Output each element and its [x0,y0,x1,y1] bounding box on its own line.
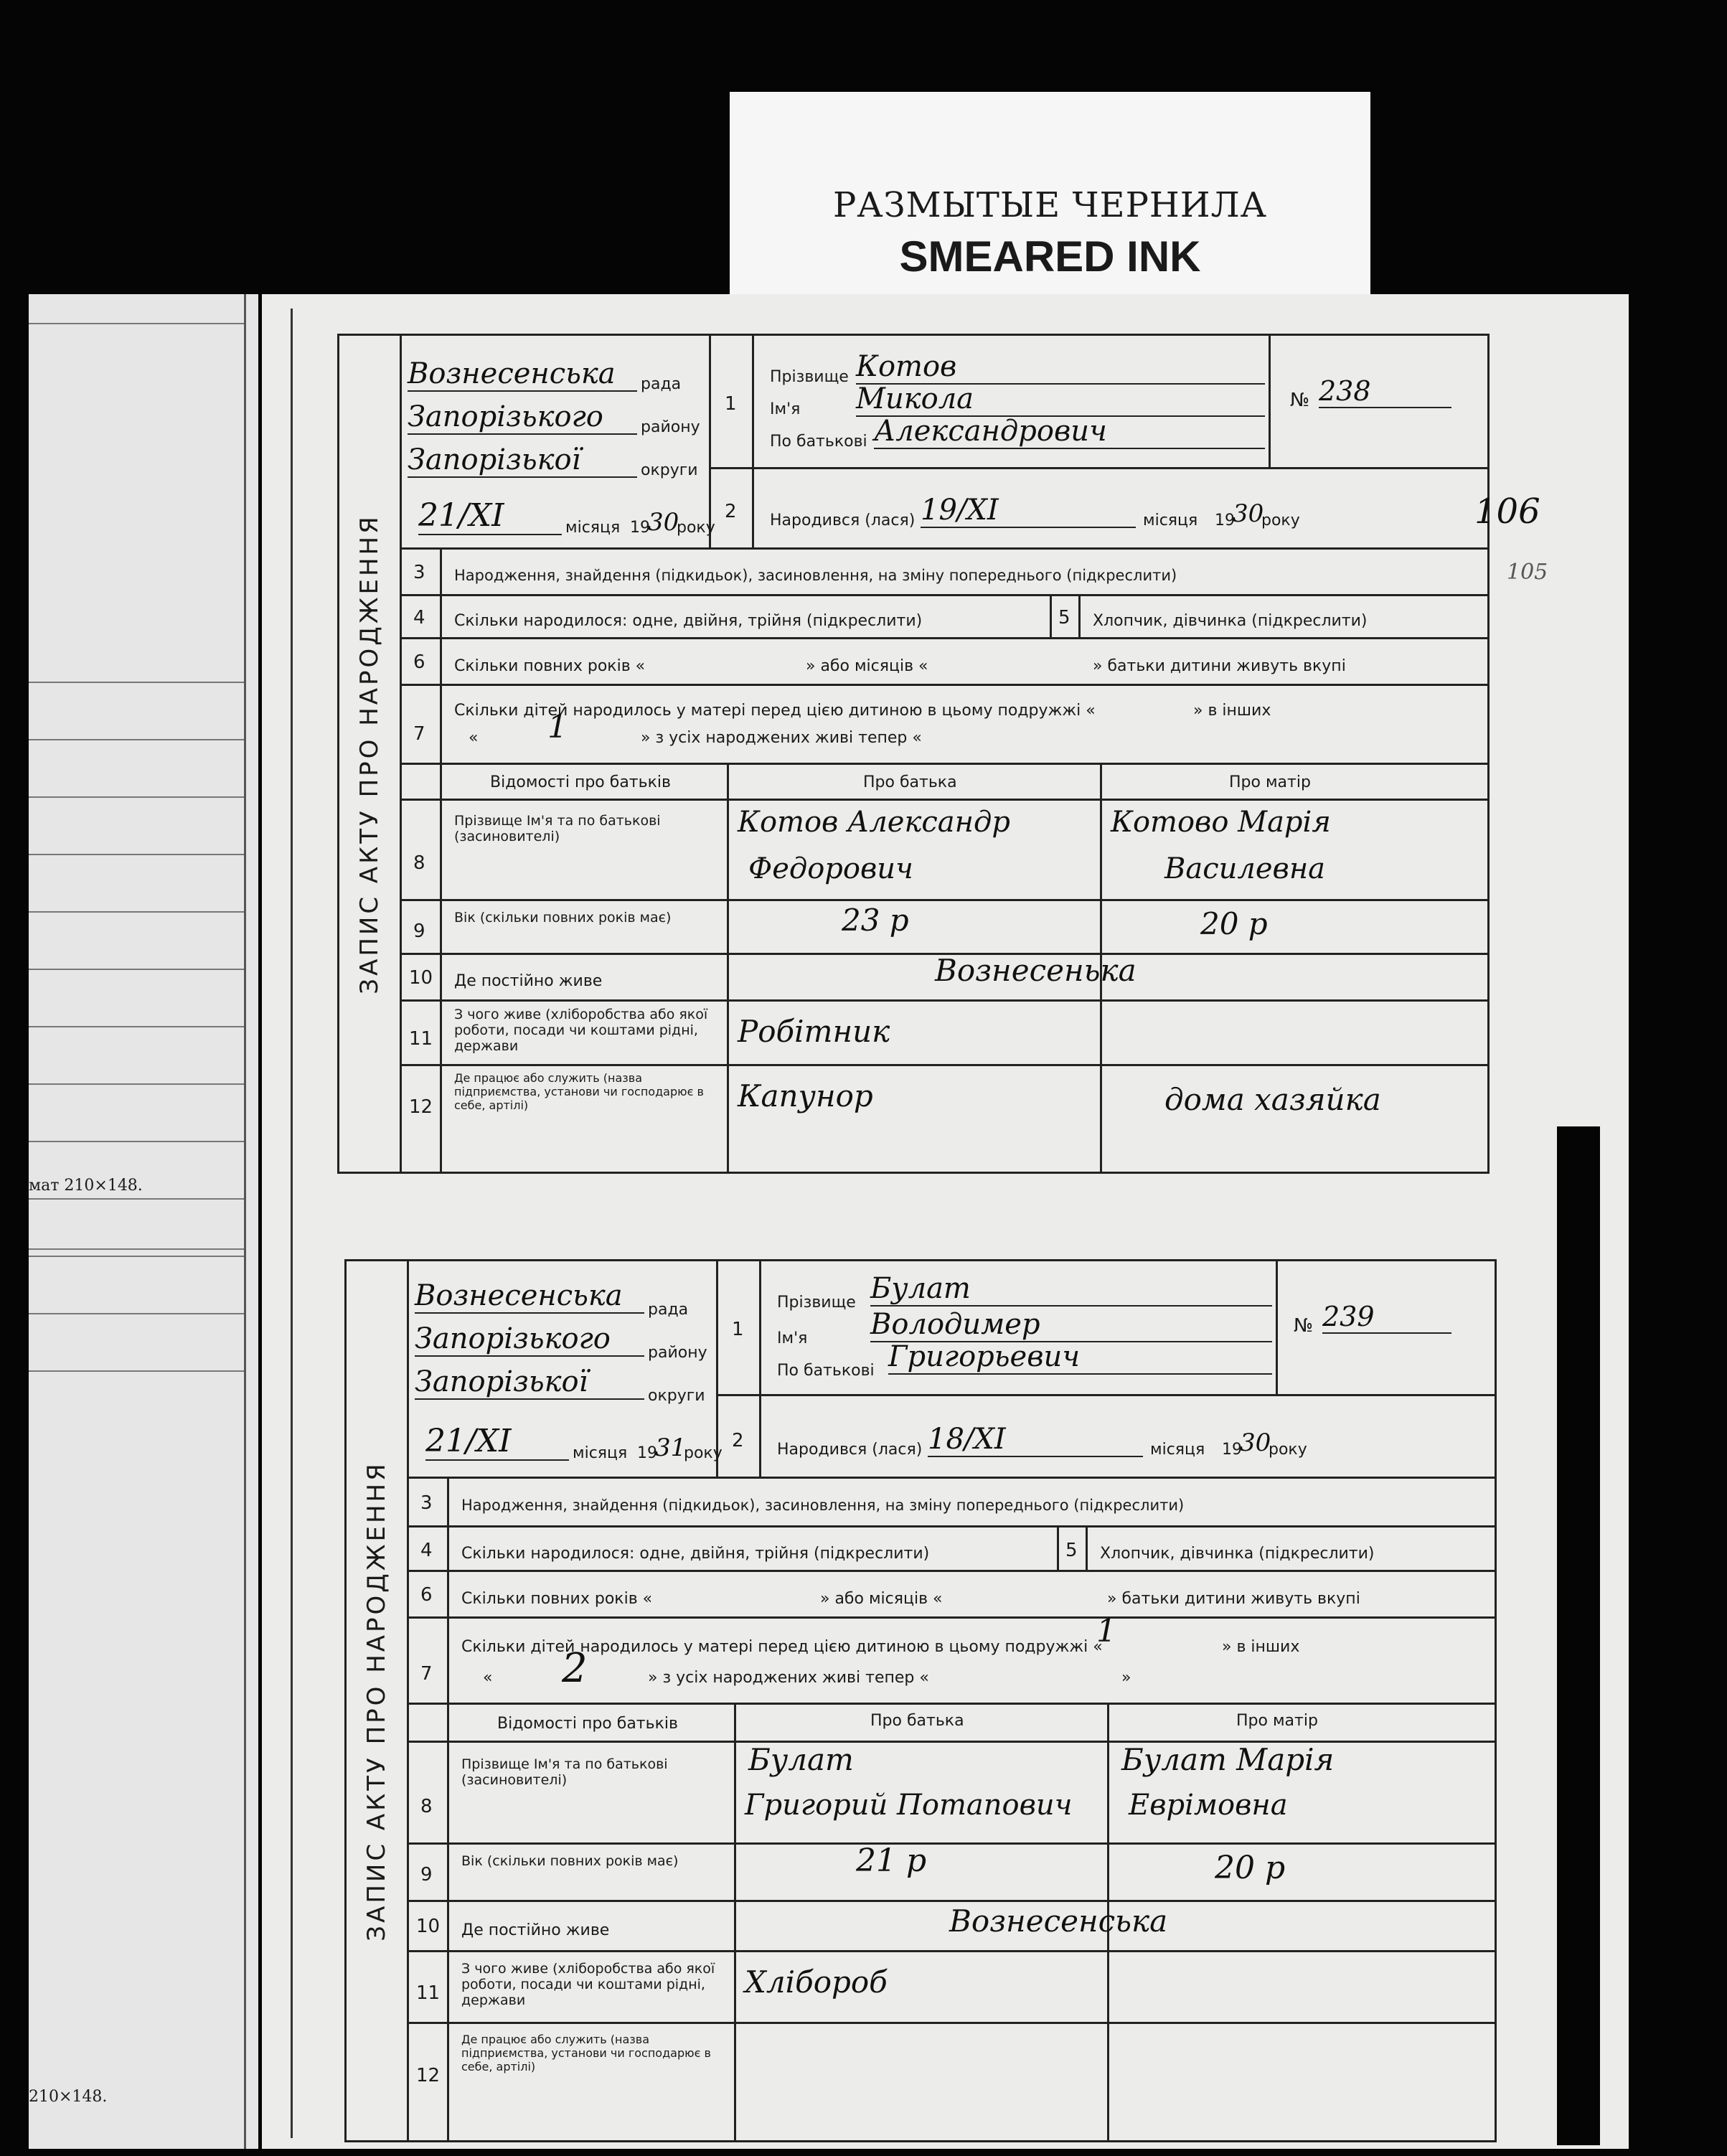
residence: Вознесенька [935,953,1137,988]
r7-label: » в інших [1222,1638,1300,1656]
r6-label: » або місяців « [820,1590,943,1608]
birth-year: 30 [1240,1428,1271,1457]
name-label: Ім'я [770,400,801,418]
row-number: 2 [725,501,737,522]
row-number: 3 [413,562,425,583]
number-label: № [1294,1315,1314,1337]
mother-name-1: Булат Марія [1121,1742,1335,1777]
name-label: Ім'я [777,1329,808,1347]
r4-label: Скільки народилося: одне, двійня, трійня (підкреслити) [461,1545,930,1563]
divider [29,739,244,740]
month-label: місяця [1143,512,1198,529]
parents-header: Відомості про батьків [497,1715,678,1733]
mother-header: Про матір [1229,773,1311,791]
child-name: Володимер [870,1308,1272,1342]
surname-label: Прізвище [777,1294,856,1312]
month-label: місяця [565,519,621,537]
row-number: 4 [420,1540,433,1561]
birth-year-prefix: 19 [1215,512,1235,529]
form-title-vertical [339,336,402,1172]
r6-label: » або місяців « [806,657,928,675]
raion-label: району [641,418,700,436]
row-number: 7 [420,1663,433,1685]
row-number: 5 [1065,1540,1078,1561]
divider [29,1083,244,1085]
reg-year-prefix: 19 [630,519,650,537]
okruha-label: округи [648,1387,705,1405]
row-number: 3 [420,1492,433,1514]
label-ru: РАЗМЫТЫЕ ЧЕРНИЛА [832,185,1268,225]
r8-label: Прізвище Ім'я та по батькові (засиновителі) [454,813,661,844]
year-label: року [677,519,715,537]
r6-label: » батьки дитини живуть вкупі [1093,657,1346,675]
number-label: № [1290,390,1310,411]
patronymic-label: По батькові [777,1362,875,1380]
okruha-value: Запорізької [408,443,637,478]
divider [29,682,244,683]
divider [29,1370,244,1372]
birth-year: 30 [1233,499,1264,528]
side-mark-2: 105 [1507,560,1548,585]
divider [29,1313,244,1314]
father-livelihood: Робітник [738,1014,890,1049]
father-age: 21 р [856,1842,927,1879]
birth-record-form-2 [344,1259,1497,2142]
raion-label: району [648,1344,707,1362]
patronymic-label: По батькові [770,433,867,451]
row-number: 12 [416,2065,441,2086]
rada-label: рада [648,1301,689,1319]
r8-label: Прізвище Ім'я та по батькові (засиновителі) [461,1756,668,1788]
rada-value: Вознесенська [408,357,637,392]
row-number: 7 [413,723,425,745]
father-age: 23 р [842,903,909,938]
row-number: 5 [1058,607,1070,629]
raion-value: Запорізького [408,400,637,435]
mother-age: 20 р [1200,906,1268,941]
child-patronymic: Александрович [874,415,1265,449]
registration-date: 21/XI [418,497,562,535]
r3-label: Народження, знайдення (підкидьок), засиновлення, на зміну попереднього (підкреслити) [454,567,1177,584]
year-label: року [684,1444,723,1462]
rada-value: Вознесенська [415,1279,644,1314]
father-livelihood: Хлібороб [745,1964,888,2000]
residence: Вознесенська [949,1903,1168,1939]
archive-label-card [730,92,1370,307]
r7-label: » з усіх народжених живі тепер « [648,1669,929,1687]
divider [29,969,244,970]
label-en: SMEARED INK [899,232,1201,281]
r11-label: З чого живе (хліборобства або якої роботи, посади чи коштами рідні, держави [461,1961,715,2008]
row-number: 10 [409,967,433,989]
r10-label: Де постійно живе [454,972,603,990]
form-title-vertical [347,1261,409,2140]
r12-label: Де працює або служить (назва підприємства, установи чи господарює в себе, артілі) [454,1071,704,1112]
r3-label: Народження, знайдення (підкидьок), засиновлення, на зміну попереднього (підкреслити) [461,1497,1185,1514]
row-number: 11 [416,1982,441,2004]
birth-record-form-1 [337,334,1490,1174]
born-label: Народився (лася) [777,1441,923,1459]
reg-year: 30 [648,508,679,537]
row-number: 6 [413,651,425,673]
mother-name-2: Василевна [1164,852,1326,885]
r7-label: « [483,1669,493,1687]
reg-year: 31 [655,1434,687,1462]
r5-label: Хлопчик, дівчинка (підкреслити) [1100,1545,1375,1563]
father-header: Про батька [870,1712,964,1730]
r7-label: Скільки дітей народилось у матері перед цією дитиною в цьому подружжі « [461,1638,1103,1656]
year-label: року [1269,1441,1307,1459]
r10-label: Де постійно живе [461,1921,610,1939]
form-title: ЗАПИС АКТУ ПРО НАРОДЖЕННЯ [362,1460,391,1941]
mother-work: дома хазяйка [1164,1082,1381,1117]
r6-label: Скільки повних років « [454,657,646,675]
r7-label: » в інших [1193,702,1271,720]
father-name-2: Федорович [748,852,913,885]
father-name-2: Григорий Потапович [745,1789,1073,1822]
r7-prior: 1 [1096,1613,1116,1649]
format-note: 210×148. [29,2088,108,2106]
r11-label: З чого живе (хліборобства або якої роботи, посади чи коштами рідні, держави [454,1007,708,1054]
divider [29,323,244,324]
divider [29,1141,244,1142]
r7-label: « [469,729,479,747]
okruha-value: Запорізької [415,1365,644,1400]
row-number: 9 [413,921,425,942]
month-label: місяця [1150,1441,1205,1459]
divider [29,911,244,913]
divider [29,1026,244,1027]
row-number: 8 [413,852,425,874]
torn-edge [1557,1126,1600,2145]
row-number: 8 [420,1796,433,1817]
r5-label: Хлопчик, дівчинка (підкреслити) [1093,612,1368,630]
child-patronymic: Григорьевич [888,1340,1272,1375]
parents-header: Відомості про батьків [490,773,671,791]
surname-label: Прізвище [770,368,849,386]
divider [29,854,244,855]
father-name-1: Котов Александр [738,806,1010,839]
row-number: 6 [420,1584,433,1606]
row-number: 9 [420,1864,433,1886]
divider [29,1256,244,1257]
mother-header: Про матір [1236,1712,1318,1730]
mother-age: 20 р [1215,1850,1286,1886]
rada-label: рада [641,375,682,393]
father-work: Капунор [738,1078,873,1114]
row-number: 10 [416,1916,441,1937]
row-number: 1 [732,1319,744,1340]
birth-year-prefix: 19 [1222,1441,1242,1459]
father-header: Про батька [863,773,957,791]
record-number: 239 [1322,1301,1451,1334]
divider [29,1198,244,1200]
okruha-label: округи [641,461,698,479]
born-label: Народився (лася) [770,512,916,529]
registration-date: 21/XI [425,1423,569,1461]
r6-label: Скільки повних років « [461,1590,653,1608]
format-note: мат 210×148. [29,1177,143,1195]
birth-date: 19/XI [921,494,1136,528]
r6-label: » батьки дитини живуть вкупі [1107,1590,1360,1608]
record-number: 238 [1319,375,1451,408]
birth-date: 18/XI [928,1423,1143,1457]
row-number: 1 [725,393,737,415]
row-number: 11 [409,1028,433,1050]
mother-name-1: Котово Марія [1111,806,1331,839]
form-title: ЗАПИС АКТУ ПРО НАРОДЖЕННЯ [355,513,384,994]
child-surname: Котов [856,350,1265,385]
r4-label: Скільки народилося: одне, двійня, трійня (підкреслити) [454,612,923,630]
r12-label: Де працює або служить (назва підприємства, установи чи господарює в себе, артілі) [461,2033,711,2073]
page-spine [276,309,293,2138]
r7-label: » з усіх народжених живі тепер « [641,729,922,747]
r7-alive: 1 [547,709,568,745]
row-number: 12 [409,1096,433,1118]
father-name-1: Булат [748,1742,854,1777]
r7-label: Скільки дітей народилось у матері перед цією дитиною в цьому подружжі « [454,702,1096,720]
register-page [262,294,1629,2149]
left-page [29,294,258,2149]
r7-label: » [1121,1669,1131,1687]
month-label: місяця [573,1444,628,1462]
divider [29,796,244,798]
r7-alive: 2 [562,1645,588,1692]
divider [29,1248,244,1250]
row-number: 2 [732,1430,744,1451]
child-surname: Булат [870,1272,1272,1307]
r9-label: Вік (скільки повних років має) [461,1853,679,1869]
left-page-column [29,294,246,2149]
mother-name-2: Еврімовна [1129,1789,1288,1822]
year-label: року [1261,512,1300,529]
r9-label: Вік (скільки повних років має) [454,910,672,926]
reg-year-prefix: 19 [637,1444,657,1462]
raion-value: Запорізького [415,1322,644,1357]
child-name: Микола [856,382,1265,417]
row-number: 4 [413,607,425,629]
side-mark: 106 [1474,491,1540,532]
